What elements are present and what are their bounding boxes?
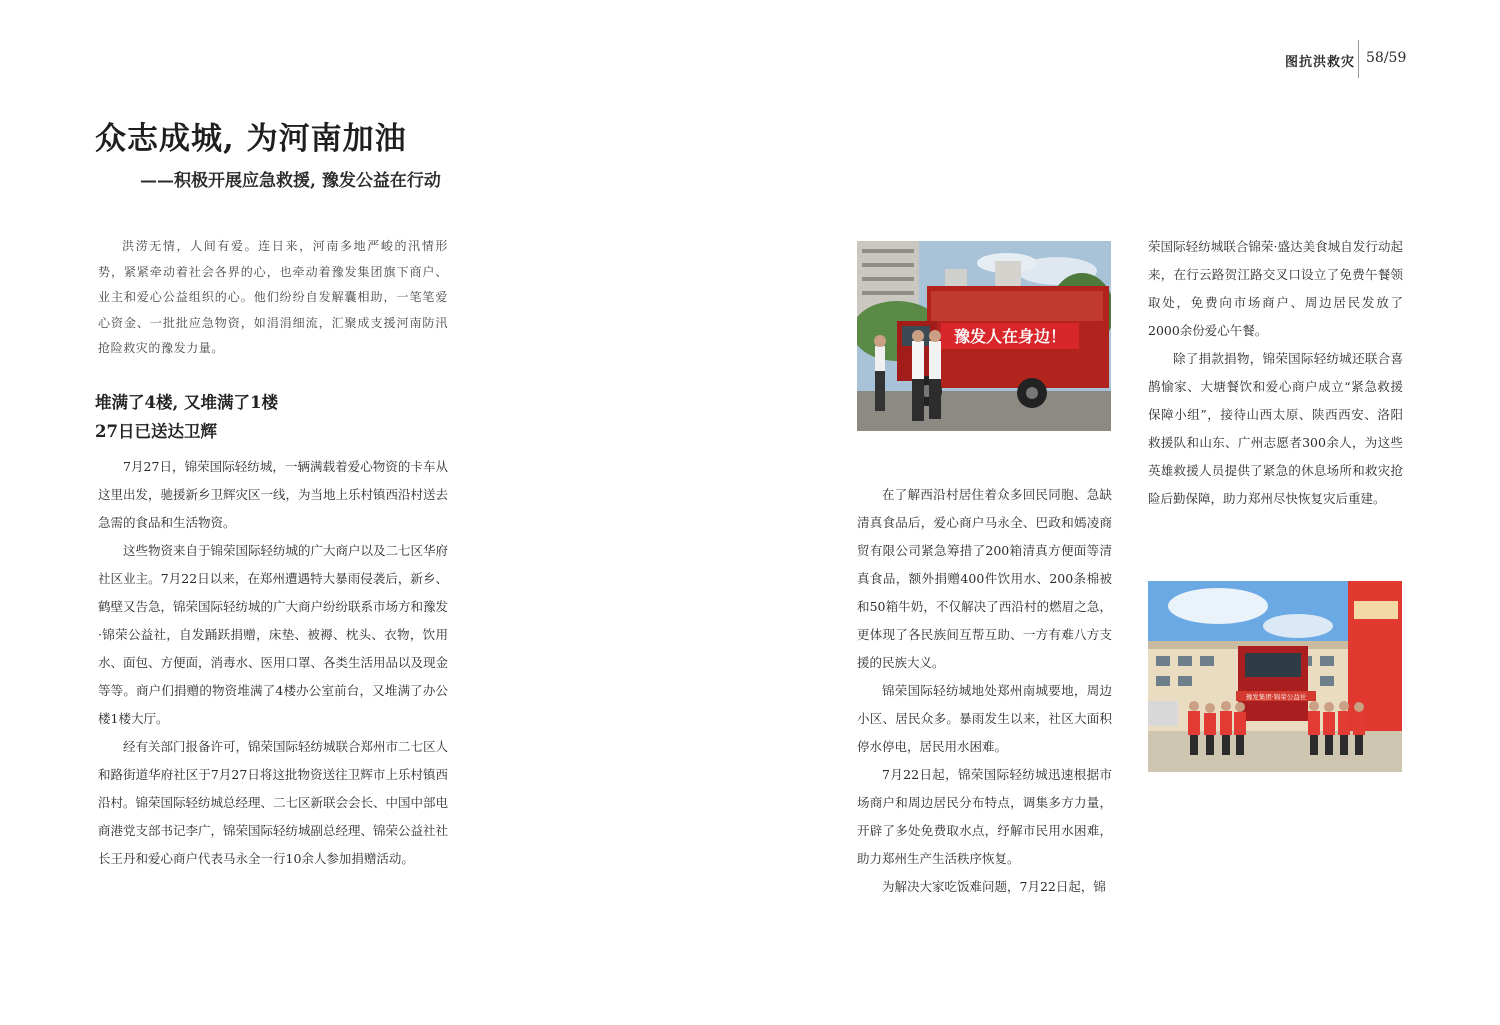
body-column-3 [857, 481, 1112, 901]
body-paragraph: 锦荣国际轻纺城地处郑州南城要地，周边小区、居民众多。暴雨发生以来，社区大面积停水停电，居民用水困难。 [857, 683, 1112, 754]
body-paragraph: 为解决大家吃饭难问题，7月22日起，锦 [882, 879, 1106, 894]
body-paragraph: 7月27日，锦荣国际轻纺城，一辆满载着爱心物资的卡车从这里出发，驰援新乡卫辉灾区一线，为当地上乐村镇西沿村送去急需的食品和生活物资。 [98, 459, 449, 530]
truck-photo-illustration [857, 241, 1111, 431]
intro-paragraph: 洪涝无情，人间有爱。连日来，河南多地严峻的汛情形势，紧紧牵动着社会各界的心，也牵动着豫发集团旗下商户、业主和爱心公益组织的心。他们纷纷自发解囊相助，一笔笔爱心资金、一批批应急物资，如涓涓细流，汇聚成支援河南防汛抢险救灾的豫发力量。 [98, 239, 448, 355]
truck-banner-text: 豫发集团·锦荣公益社 [1245, 693, 1307, 701]
header-divider [1358, 40, 1359, 78]
body-paragraph: 除了捐款捐物，锦荣国际轻纺城还联合喜鹊愉家、大塘餐饮和爱心商户成立“紧急救援保障小组”，接待山西太原、陕西西安、洛阳救援队和山东、广州志愿者300余人，为这些英雄救援人员提供了紧急的休息场所和救灾抢险后勤保障，助力郑州尽快恢复灾后重建。 [1148, 351, 1403, 506]
truck-banner-text: 豫发人在身边！ [953, 327, 1067, 346]
group-photo-illustration [1148, 581, 1402, 772]
intro-block [98, 234, 448, 362]
section-heading-line2: 27日已送达卫辉 [95, 422, 217, 441]
body-column-1 [98, 453, 448, 873]
page-numbers: 58/59 [1366, 50, 1407, 66]
photo-volunteer-group [1148, 581, 1402, 772]
article-title: 众志成城, 为河南加油 [95, 121, 407, 157]
section-heading-line1: 堆满了4楼, 又堆满了1楼 [95, 393, 278, 412]
page-header [1285, 40, 1415, 78]
body-paragraph: 经有关部门报备许可，锦荣国际轻纺城联合郑州市二七区人和路街道华府社区于7月27日将这批物资送往卫辉市上乐村镇西沿村。锦荣国际轻纺城总经理、二七区新联会会长、中国中部电商港党支部书记李广，锦荣国际轻纺城副总经理、锦荣公益社社长王丹和爱心商户代表马永全一行10余人参加捐赠活动。 [98, 739, 449, 866]
body-paragraph: 荣国际轻纺城联合锦荣·盛达美食城自发行动起来，在行云路贺江路交叉口设立了免费午餐领取处，免费向市场商户、周边居民发放了2000余份爱心午餐。 [1148, 239, 1403, 338]
body-column-4 [1148, 233, 1403, 513]
body-paragraph: 7月22日起，锦荣国际轻纺城迅速根据市场商户和周边居民分布特点，调集多方力量，开辟了多处免费取水点，纾解市民用水困难，助力郑州生产生活秩序恢复。 [857, 767, 1112, 866]
photo-donation-truck [857, 241, 1111, 431]
body-paragraph: 这些物资来自于锦荣国际轻纺城的广大商户以及二七区华府社区业主。7月22日以来，在郑州遭遇特大暴雨侵袭后，新乡、鹤壁又告急，锦荣国际轻纺城的广大商户纷纷联系市场方和豫发·锦荣公益社，自发踊跃捐赠，床垫、被褥、枕头、衣物，饮用水、面包、方便面，消毒水、医用口罩、各类生活用品以及现金等等。商户们捐赠的物资堆满了4楼办公室前台，又堆满了办公楼1楼大厅。 [98, 543, 449, 726]
section-label: 图抗洪救灾 [1285, 55, 1356, 70]
section-heading [95, 388, 455, 446]
body-paragraph: 在了解西沿村居住着众多回民同胞、急缺清真食品后，爱心商户马永全、巴政和嫣凌商贸有限公司紧急筹措了200箱清真方便面等清真食品，额外捐赠400件饮用水、200条棉被和50箱牛奶，不仅解决了西沿村的燃眉之急，更体现了各民族间互帮互助、一方有难八方支援的民族大义。 [857, 487, 1112, 670]
article-subtitle: ——积极开展应急救援, 豫发公益在行动 [140, 171, 441, 191]
